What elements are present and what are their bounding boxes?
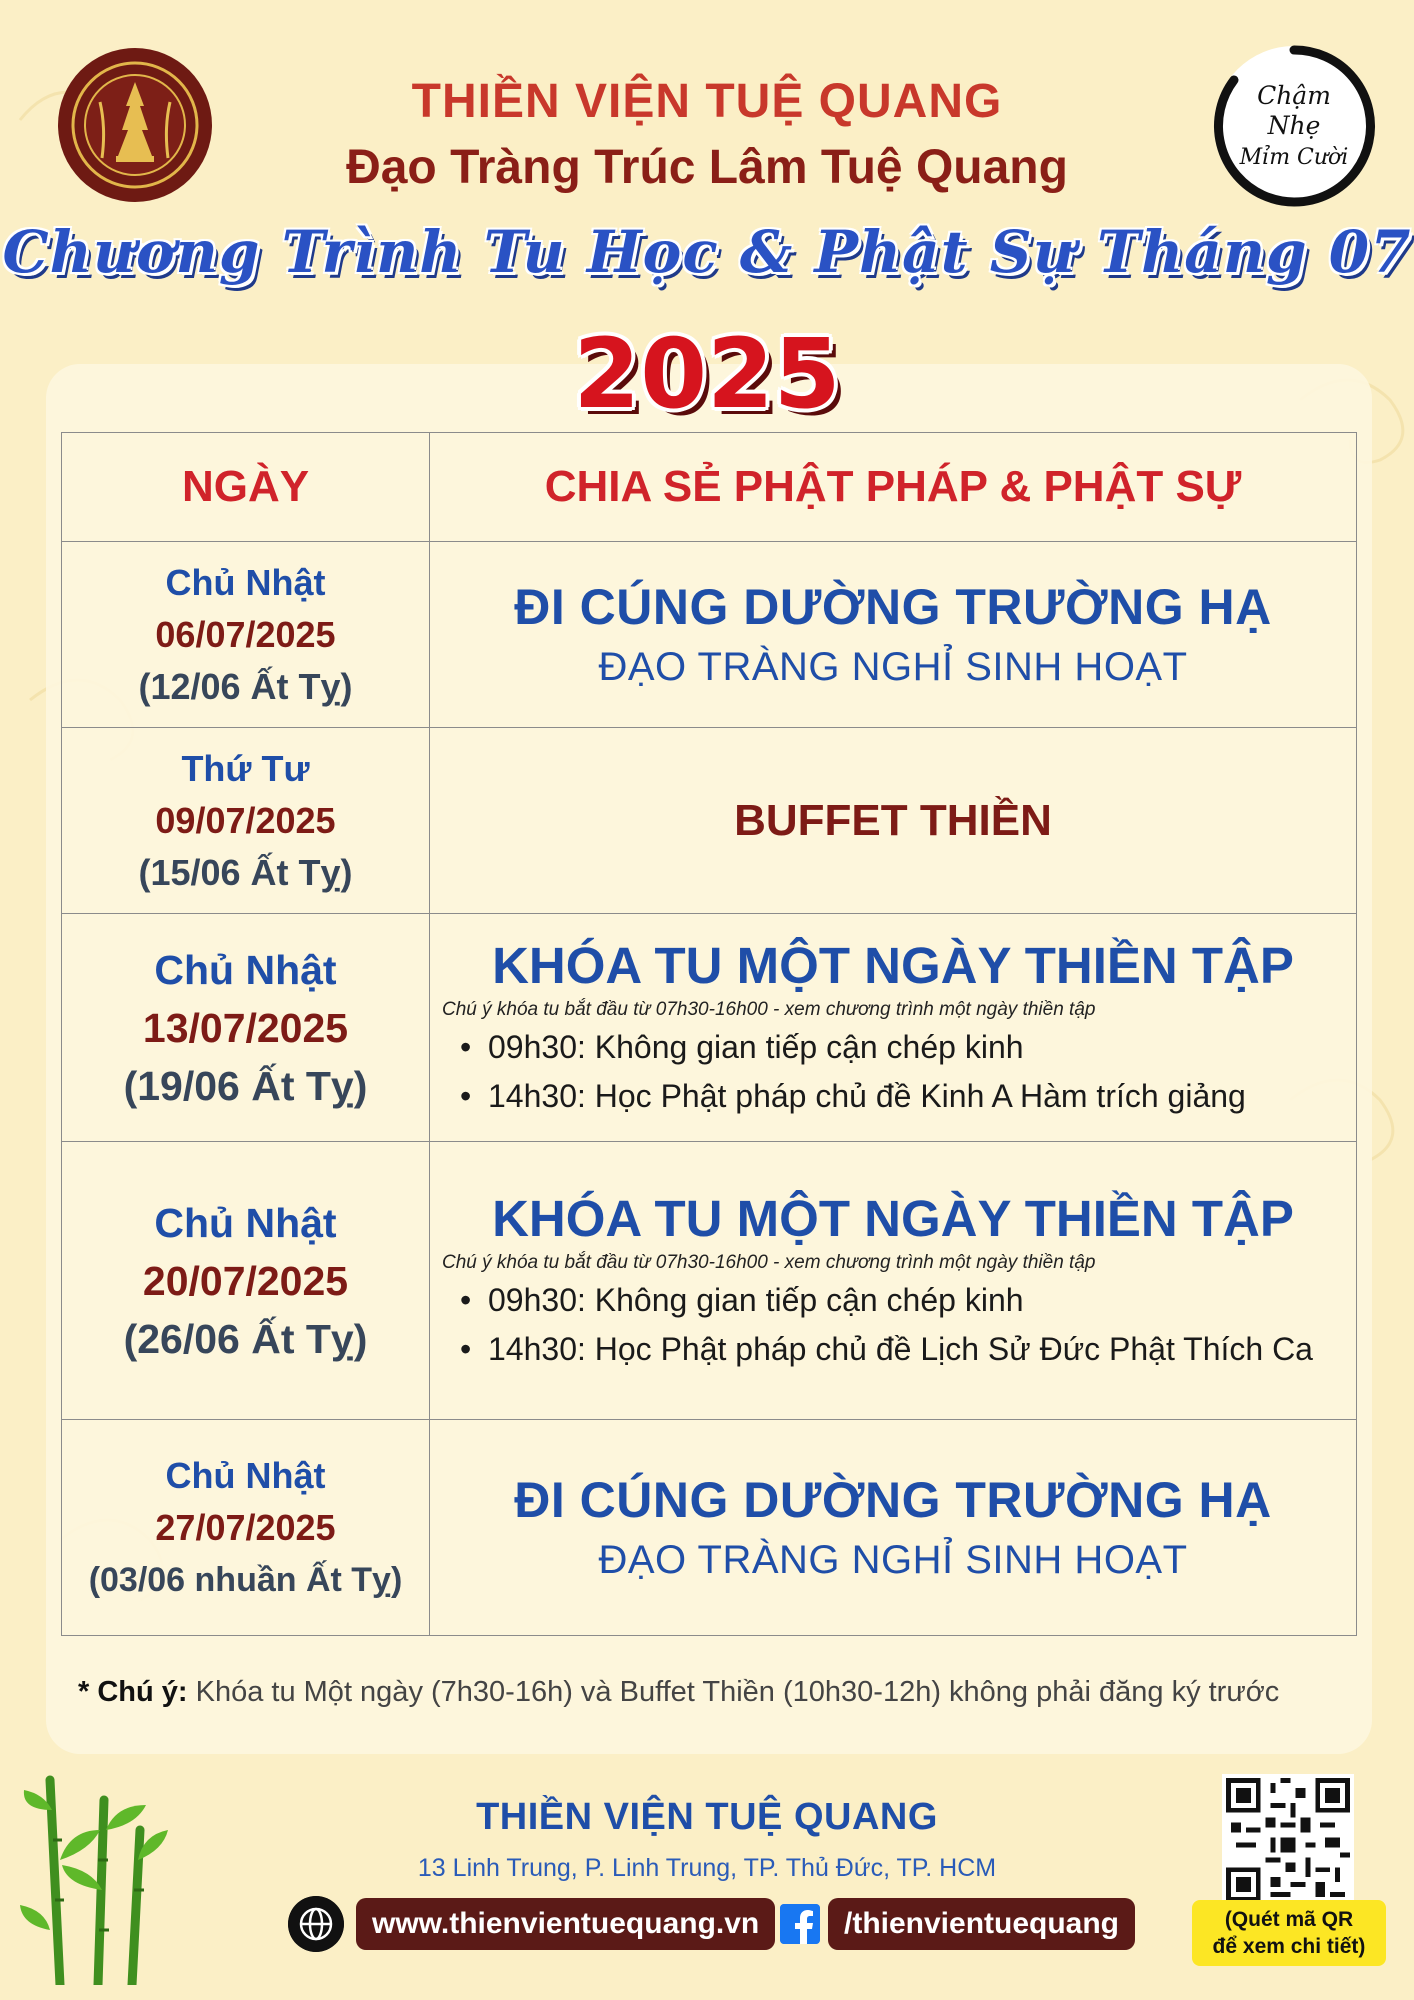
table-row [62,1420,1357,1636]
qr-code[interactable] [1222,1774,1354,1906]
table-row [62,1142,1357,1420]
weekday: Chủ Nhật [165,561,326,603]
date: 09/07/2025 [155,799,336,841]
list-item: • 14h30: Học Phật pháp chủ đề Kinh A Hàm trích giảng [460,1072,1346,1121]
weekday: Chủ Nhật [154,946,337,993]
program-heading: Chương Trình Tu Học & Phật Sự Tháng 07 [2,218,1412,286]
date: 06/07/2025 [155,613,336,655]
lunar-date: (15/06 Ất Tỵ) [138,851,353,893]
activity-title: KHÓA TU MỘT NGÀY THIỀN TẬP [492,1189,1294,1247]
activity-note: Chú ý khóa tu bắt đầu từ 07h30-16h00 - xem chương trình một ngày thiền tập [442,998,1096,1020]
activity-title: ĐI CÚNG DƯỜNG TRƯỜNG HẠ [514,1471,1272,1528]
column-header-activity: CHIA SẺ PHẬT PHÁP & PHẬT SỰ [430,433,1357,542]
activity-list [430,1023,1356,1121]
table-row [62,542,1357,728]
date: 20/07/2025 [142,1257,349,1304]
activity-list [430,1276,1356,1374]
weekday: Thứ Tư [181,747,310,789]
activity-cell [430,914,1357,1142]
activity-title: KHÓA TU MỘT NGÀY THIỀN TẬP [492,936,1294,994]
svg-text:Mỉm Cười: Mỉm Cười [1239,145,1349,170]
activity-title: ĐI CÚNG DƯỜNG TRƯỜNG HẠ [514,578,1272,635]
footer-title: THIỀN VIỆN TUỆ QUANG [476,1796,938,1838]
activity-note: Chú ý khóa tu bắt đầu từ 07h30-16h00 - xem chương trình một ngày thiền tập [442,1251,1096,1273]
lunar-date: (19/06 Ất Tỵ) [123,1062,368,1109]
lunar-date: (26/06 Ất Tỵ) [123,1315,368,1362]
lunar-date: (12/06 Ất Tỵ) [138,665,353,707]
date-cell [62,1142,430,1420]
page-subtitle: Đạo Tràng Trúc Lâm Tuệ Quang [346,141,1068,194]
activity-cell [430,728,1357,914]
table-row [62,728,1357,914]
qr-caption [1192,1900,1386,1966]
activity-cell [430,542,1357,728]
lunar-date: (03/06 nhuần Ất Tỵ) [88,1560,403,1599]
footnote-label: * Chú ý: [78,1676,188,1708]
year-heading: 2025 [573,318,841,430]
globe-icon [288,1896,344,1952]
table-row [62,914,1357,1142]
website-link[interactable]: www.thienvientuequang.vn [356,1898,775,1950]
footer-address: 13 Linh Trung, P. Linh Trung, TP. Thủ Đức, TP. HCM [417,1854,997,1882]
activity-title: BUFFET THIỀN [734,795,1052,845]
table-header-row [62,433,1357,542]
list-item: • 14h30: Học Phật pháp chủ đề Lịch Sử Đức Phật Thích Ca [460,1325,1346,1374]
svg-text:Chậm: Chậm [1257,81,1331,110]
date: 13/07/2025 [142,1004,349,1051]
activity-cell [430,1142,1357,1420]
footnote [78,1676,1279,1709]
qr-caption-line1: (Quét mã QR [1224,1908,1354,1931]
footnote-text: Khóa tu Một ngày (7h30-16h) và Buffet Thiền (10h30-12h) không phải đăng ký trước [195,1676,1280,1708]
date-cell [62,1420,430,1636]
list-item: • 09h30: Không gian tiếp cận chép kinh [460,1276,1346,1325]
weekday: Chủ Nhật [154,1199,337,1246]
schedule-table [61,432,1357,1636]
qr-caption-line2: để xem chi tiết) [1212,1935,1366,1958]
date-cell [62,542,430,728]
svg-text:Nhẹ: Nhẹ [1267,111,1321,140]
facebook-icon [780,1904,820,1944]
activity-subtitle: ĐẠO TRÀNG NGHỈ SINH HOẠT [598,1537,1188,1582]
date-cell [62,914,430,1142]
column-header-date: NGÀY [62,433,430,542]
activity-subtitle: ĐẠO TRÀNG NGHỈ SINH HOẠT [598,644,1188,689]
list-item: • 09h30: Không gian tiếp cận chép kinh [460,1023,1346,1072]
weekday: Chủ Nhật [165,1454,326,1496]
page-title: THIỀN VIỆN TUỆ QUANG [411,75,1003,128]
activity-cell [430,1420,1357,1636]
date: 27/07/2025 [155,1506,336,1548]
facebook-link[interactable]: /thienvientuequang [828,1898,1135,1950]
date-cell [62,728,430,914]
